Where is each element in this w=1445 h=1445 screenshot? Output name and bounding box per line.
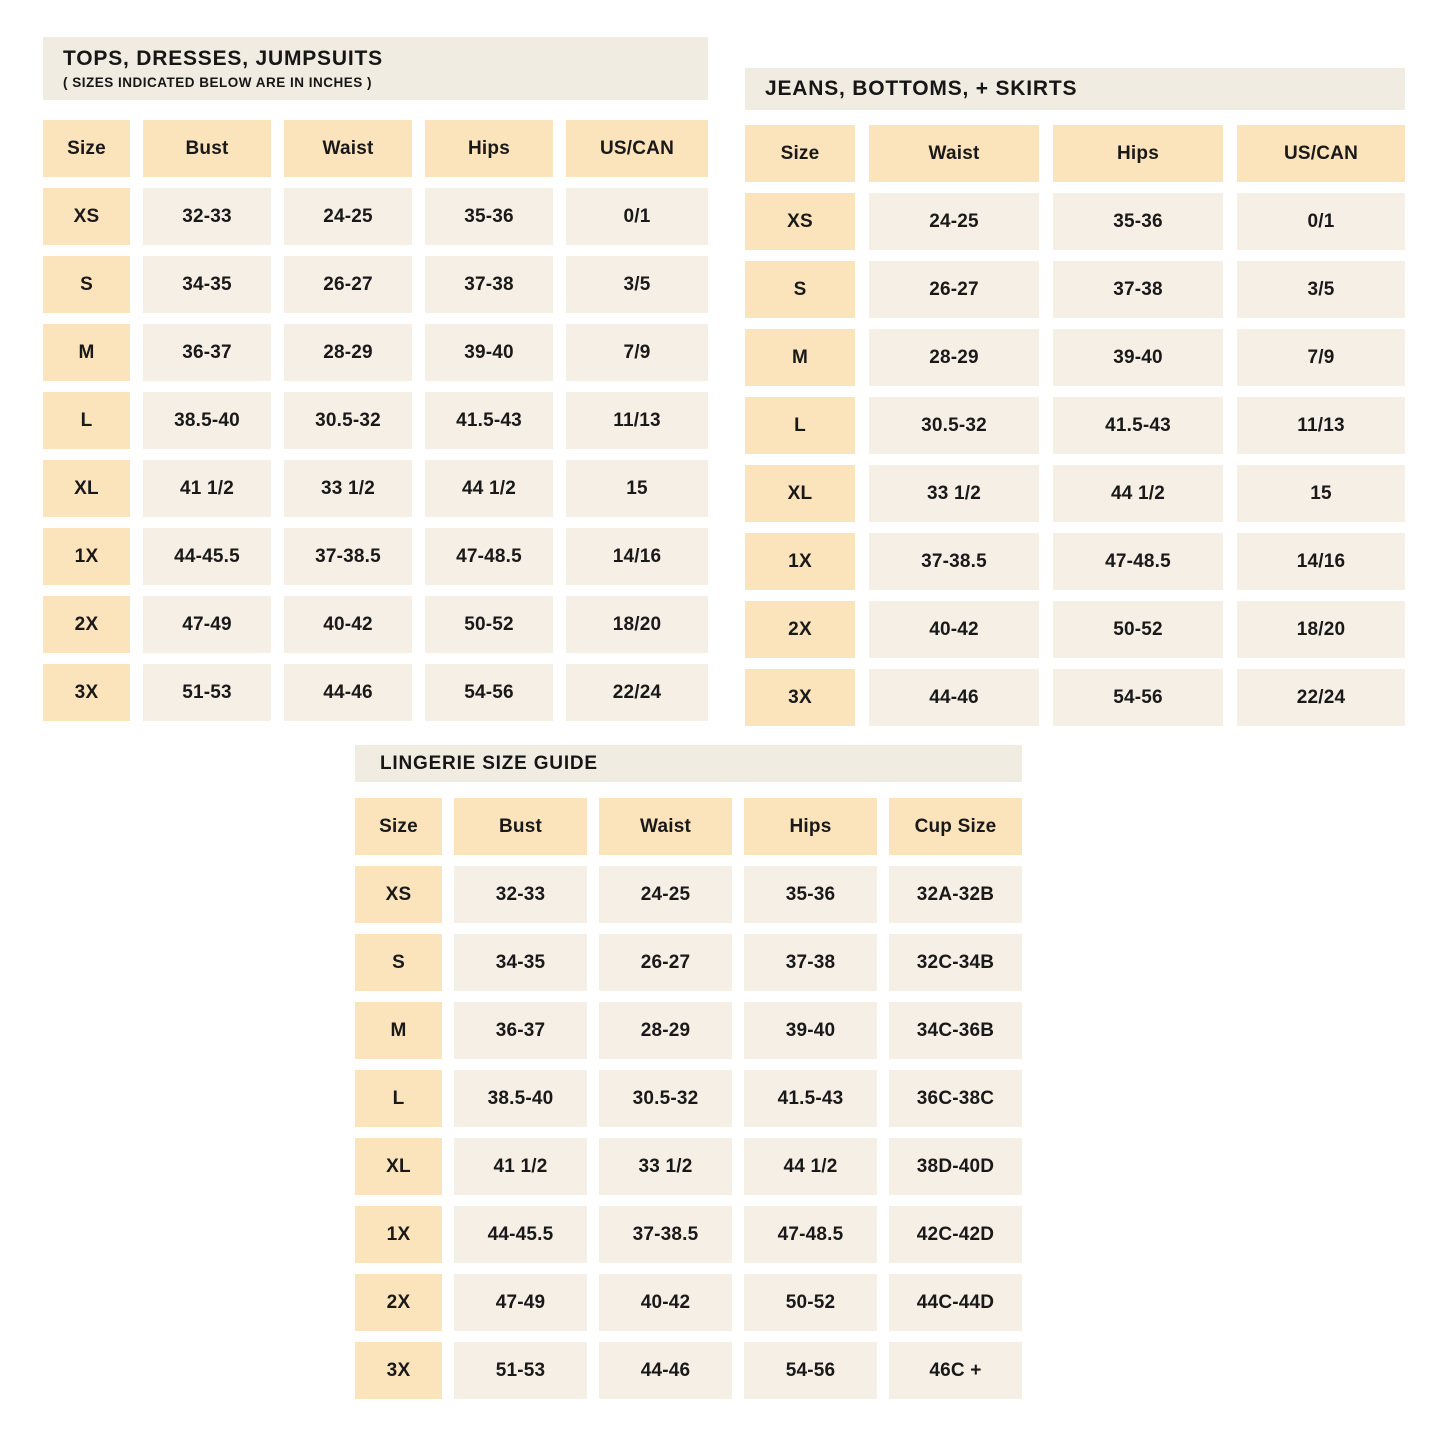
tops-table-grid: [43, 120, 708, 721]
value-cell: 41.5-43: [1053, 397, 1223, 454]
column-header-us-can: US/CAN: [566, 120, 708, 177]
value-cell: 41 1/2: [454, 1138, 587, 1195]
value-cell: 26-27: [284, 256, 412, 313]
row-size-cell: XS: [745, 193, 855, 250]
column-header-waist: Waist: [869, 125, 1039, 182]
value-cell: 26-27: [599, 934, 732, 991]
value-cell: 41.5-43: [744, 1070, 877, 1127]
value-cell: 28-29: [869, 329, 1039, 386]
value-cell: 14/16: [1237, 533, 1405, 590]
column-header-hips: Hips: [425, 120, 553, 177]
row-size-cell: L: [43, 392, 130, 449]
value-cell: 35-36: [744, 866, 877, 923]
value-cell: 47-49: [143, 596, 271, 653]
value-cell: 37-38.5: [869, 533, 1039, 590]
column-header-waist: Waist: [284, 120, 412, 177]
row-size-cell: M: [43, 324, 130, 381]
row-size-cell: 2X: [355, 1274, 442, 1331]
value-cell: 37-38: [744, 934, 877, 991]
value-cell: 40-42: [869, 601, 1039, 658]
value-cell: 47-48.5: [1053, 533, 1223, 590]
value-cell: 22/24: [1237, 669, 1405, 726]
row-size-cell: M: [355, 1002, 442, 1059]
value-cell: 39-40: [744, 1002, 877, 1059]
row-size-cell: S: [43, 256, 130, 313]
value-cell: 11/13: [566, 392, 708, 449]
value-cell: 33 1/2: [599, 1138, 732, 1195]
column-header-size: Size: [43, 120, 130, 177]
lingerie-title-band: [355, 745, 1022, 782]
value-cell: 35-36: [425, 188, 553, 245]
value-cell: 50-52: [744, 1274, 877, 1331]
value-cell: 41.5-43: [425, 392, 553, 449]
value-cell: 33 1/2: [284, 460, 412, 517]
value-cell: 14/16: [566, 528, 708, 585]
jeans-table-grid: [745, 125, 1405, 726]
value-cell: 7/9: [566, 324, 708, 381]
value-cell: 30.5-32: [284, 392, 412, 449]
jeans-bottoms-skirts-table: [745, 68, 1405, 726]
column-header-bust: Bust: [454, 798, 587, 855]
value-cell: 44-46: [869, 669, 1039, 726]
row-size-cell: 3X: [43, 664, 130, 721]
row-size-cell: 1X: [355, 1206, 442, 1263]
column-header-hips: Hips: [1053, 125, 1223, 182]
value-cell: 46C +: [889, 1342, 1022, 1399]
tops-table-title: TOPS, DRESSES, JUMPSUITS: [63, 47, 383, 70]
value-cell: 24-25: [599, 866, 732, 923]
jeans-title-band: [745, 68, 1405, 110]
value-cell: 32C-34B: [889, 934, 1022, 991]
value-cell: 44 1/2: [1053, 465, 1223, 522]
row-size-cell: L: [745, 397, 855, 454]
value-cell: 32A-32B: [889, 866, 1022, 923]
value-cell: 51-53: [454, 1342, 587, 1399]
column-header-cup-size: Cup Size: [889, 798, 1022, 855]
value-cell: 40-42: [599, 1274, 732, 1331]
column-header-waist: Waist: [599, 798, 732, 855]
value-cell: 30.5-32: [599, 1070, 732, 1127]
value-cell: 54-56: [1053, 669, 1223, 726]
value-cell: 44 1/2: [425, 460, 553, 517]
value-cell: 39-40: [1053, 329, 1223, 386]
value-cell: 28-29: [284, 324, 412, 381]
value-cell: 37-38: [425, 256, 553, 313]
value-cell: 38.5-40: [143, 392, 271, 449]
value-cell: 0/1: [1237, 193, 1405, 250]
row-size-cell: 3X: [355, 1342, 442, 1399]
value-cell: 7/9: [1237, 329, 1405, 386]
value-cell: 38D-40D: [889, 1138, 1022, 1195]
row-size-cell: 1X: [43, 528, 130, 585]
value-cell: 3/5: [1237, 261, 1405, 318]
value-cell: 36-37: [143, 324, 271, 381]
value-cell: 35-36: [1053, 193, 1223, 250]
value-cell: 3/5: [566, 256, 708, 313]
value-cell: 22/24: [566, 664, 708, 721]
value-cell: 54-56: [744, 1342, 877, 1399]
value-cell: 34C-36B: [889, 1002, 1022, 1059]
value-cell: 18/20: [566, 596, 708, 653]
column-header-size: Size: [355, 798, 442, 855]
value-cell: 11/13: [1237, 397, 1405, 454]
value-cell: 39-40: [425, 324, 553, 381]
row-size-cell: XL: [745, 465, 855, 522]
row-size-cell: 2X: [43, 596, 130, 653]
column-header-us-can: US/CAN: [1237, 125, 1405, 182]
value-cell: 34-35: [454, 934, 587, 991]
value-cell: 44 1/2: [744, 1138, 877, 1195]
value-cell: 38.5-40: [454, 1070, 587, 1127]
value-cell: 51-53: [143, 664, 271, 721]
value-cell: 32-33: [143, 188, 271, 245]
value-cell: 37-38.5: [284, 528, 412, 585]
row-size-cell: XL: [355, 1138, 442, 1195]
tops-dresses-jumpsuits-table: [43, 37, 708, 721]
value-cell: 37-38: [1053, 261, 1223, 318]
lingerie-table-title: LINGERIE SIZE GUIDE: [380, 752, 598, 774]
tops-title-band: [43, 37, 708, 100]
value-cell: 37-38.5: [599, 1206, 732, 1263]
value-cell: 28-29: [599, 1002, 732, 1059]
row-size-cell: S: [355, 934, 442, 991]
value-cell: 30.5-32: [869, 397, 1039, 454]
value-cell: 42C-42D: [889, 1206, 1022, 1263]
value-cell: 24-25: [869, 193, 1039, 250]
value-cell: 47-48.5: [744, 1206, 877, 1263]
value-cell: 41 1/2: [143, 460, 271, 517]
value-cell: 50-52: [1053, 601, 1223, 658]
value-cell: 44-46: [284, 664, 412, 721]
row-size-cell: 3X: [745, 669, 855, 726]
row-size-cell: XS: [43, 188, 130, 245]
value-cell: 44C-44D: [889, 1274, 1022, 1331]
jeans-table-title: JEANS, BOTTOMS, + SKIRTS: [765, 76, 1078, 100]
column-header-hips: Hips: [744, 798, 877, 855]
value-cell: 0/1: [566, 188, 708, 245]
row-size-cell: 1X: [745, 533, 855, 590]
row-size-cell: M: [745, 329, 855, 386]
value-cell: 32-33: [454, 866, 587, 923]
value-cell: 26-27: [869, 261, 1039, 318]
lingerie-size-guide-table: [355, 745, 1022, 1399]
value-cell: 54-56: [425, 664, 553, 721]
value-cell: 44-46: [599, 1342, 732, 1399]
value-cell: 34-35: [143, 256, 271, 313]
value-cell: 50-52: [425, 596, 553, 653]
column-header-bust: Bust: [143, 120, 271, 177]
row-size-cell: 2X: [745, 601, 855, 658]
lingerie-table-grid: [355, 798, 1022, 1399]
value-cell: 18/20: [1237, 601, 1405, 658]
value-cell: 47-49: [454, 1274, 587, 1331]
tops-table-subtitle: ( SIZES INDICATED BELOW ARE IN INCHES ): [63, 75, 373, 91]
value-cell: 24-25: [284, 188, 412, 245]
value-cell: 47-48.5: [425, 528, 553, 585]
value-cell: 44-45.5: [454, 1206, 587, 1263]
value-cell: 44-45.5: [143, 528, 271, 585]
column-header-size: Size: [745, 125, 855, 182]
row-size-cell: L: [355, 1070, 442, 1127]
value-cell: 15: [566, 460, 708, 517]
row-size-cell: XS: [355, 866, 442, 923]
row-size-cell: XL: [43, 460, 130, 517]
value-cell: 33 1/2: [869, 465, 1039, 522]
value-cell: 36C-38C: [889, 1070, 1022, 1127]
row-size-cell: S: [745, 261, 855, 318]
value-cell: 15: [1237, 465, 1405, 522]
value-cell: 40-42: [284, 596, 412, 653]
value-cell: 36-37: [454, 1002, 587, 1059]
